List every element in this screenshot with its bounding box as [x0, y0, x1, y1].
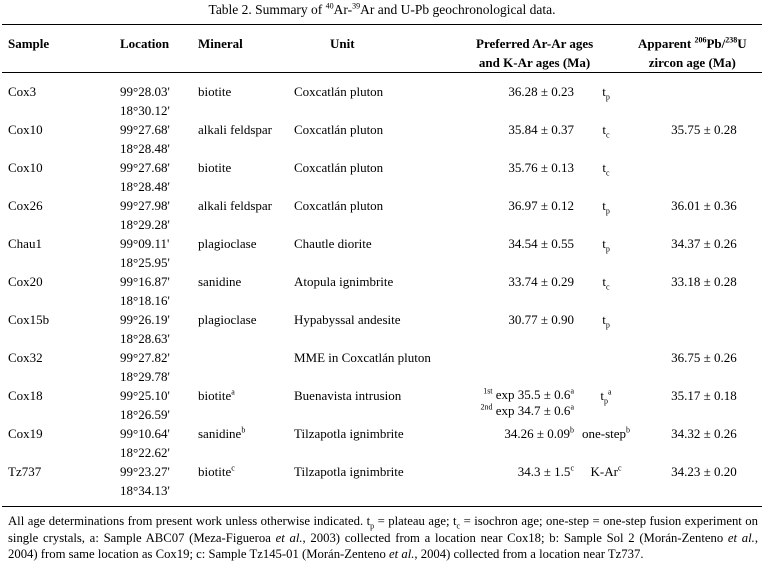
table-row — [0, 196, 764, 234]
cell-mineral: alkali feldspar — [198, 198, 272, 213]
cell-unit: MME in Coxcatlán pluton — [294, 350, 431, 365]
cell-mineral: alkali feldspar — [198, 122, 272, 137]
cell-sample: Chau1 — [8, 236, 42, 251]
cell-mineral: plagioclase — [198, 312, 257, 327]
cell-mineral: sanidine$^b$ — [198, 425, 246, 441]
cell-arar-age: 34.26 ± 0.09$^b$ — [504, 425, 574, 441]
cell-unit: Hypabyssal andesite — [294, 312, 401, 327]
cell-zircon-age: 35.17 ± 0.18 — [671, 388, 737, 403]
cell-location: 99°25.10' 18°26.59' — [120, 388, 170, 422]
cell-arar-age: 35.84 ± 0.37 — [508, 122, 574, 137]
cell-zircon-age: 34.32 ± 0.26 — [671, 426, 737, 441]
header-rule — [2, 72, 762, 73]
table-row — [0, 462, 764, 500]
cell-location: 99°27.68' 18°28.48' — [120, 122, 170, 156]
cell-location: 99°16.87' 18°18.16' — [120, 274, 170, 308]
table-row — [0, 424, 764, 462]
cell-mineral: biotite$^c$ — [198, 463, 235, 479]
cell-sample: Cox19 — [8, 426, 43, 441]
table-row — [0, 272, 764, 310]
cell-age-type: $t_p$ — [602, 198, 610, 216]
cell-arar-age: 35.76 ± 0.13 — [508, 160, 574, 175]
cell-arar-age: 30.77 ± 0.90 — [508, 312, 574, 327]
cell-arar-age: 34.3 ± 1.5$^c$ — [517, 463, 574, 479]
cell-zircon-age: 36.75 ± 0.26 — [671, 350, 737, 365]
cell-sample: Cox32 — [8, 350, 43, 365]
cell-sample: Cox10 — [8, 160, 43, 175]
table-footnote: All age determinations from present work unless otherwise indicated. $t_p$ = plateau age; $t_c$ = isochron age; one-step = one-step fusion experiment on single crystals, a: Sample ABC07 (Meza-Figueroa et al., 2003) collected from a location near Cox18; b: Sample Sol 2 (Morán-Zenteno et al., 2004) from same location as Cox19; c: Sample Tz145-01 (Morán-Zenteno et al., 2004) collected from a location near Tz737. — [8, 514, 758, 561]
cell-unit: Buenavista intrusion — [294, 388, 402, 403]
table-row — [0, 310, 764, 348]
cell-location: 99°09.11' 18°25.95' — [120, 236, 170, 270]
cell-age-type: K-Ar$^c$ — [590, 463, 622, 479]
header-unit: Unit — [330, 36, 355, 51]
cell-sample: Cox20 — [8, 274, 43, 289]
cell-mineral: biotite$^a$ — [198, 387, 235, 403]
table-row — [0, 348, 764, 386]
cell-unit: Chautle diorite — [294, 236, 372, 251]
cell-age-type: $t_p$ — [602, 312, 610, 330]
cell-age-type: $t_c$ — [602, 160, 610, 178]
table-caption: Table 2. Summary of $^{40}$Ar-$^{39}$Ar and U-Pb geochronological data. — [208, 1, 556, 17]
cell-unit: Coxcatlán pluton — [294, 198, 384, 213]
cell-zircon-age: 33.18 ± 0.28 — [671, 274, 737, 289]
cell-age-type: $t_c$ — [602, 274, 610, 292]
table-row — [0, 234, 764, 272]
cell-mineral: biotite — [198, 84, 232, 99]
header-sample: Sample — [8, 36, 50, 51]
header-zircon-age: Apparent $^{206}$Pb/$^{238}$U zircon age (Ma) — [638, 35, 747, 70]
table-row — [0, 158, 764, 196]
cell-unit: Coxcatlán pluton — [294, 84, 384, 99]
cell-age-type: one-step$^b$ — [581, 425, 631, 441]
cell-unit: Coxcatlán pluton — [294, 122, 384, 137]
cell-arar-age: 33.74 ± 0.29 — [508, 274, 574, 289]
cell-age-type: $t_c$ — [602, 122, 610, 140]
cell-sample: Cox15b — [8, 312, 50, 327]
cell-unit: Atopula ignimbrite — [294, 274, 394, 289]
cell-zircon-age: 34.37 ± 0.26 — [671, 236, 737, 251]
cell-arar-age: 34.54 ± 0.55 — [508, 236, 574, 251]
cell-mineral: sanidine — [198, 274, 242, 289]
cell-arar-age: 36.97 ± 0.12 — [508, 198, 574, 213]
cell-age-type: $t_p$ — [602, 84, 610, 102]
cell-sample: Cox3 — [8, 84, 37, 99]
cell-unit: Coxcatlán pluton — [294, 160, 384, 175]
table-row — [0, 386, 764, 424]
cell-sample: Cox10 — [8, 122, 43, 137]
cell-unit: Tilzapotla ignimbrite — [294, 464, 404, 479]
header-arar-ages: Preferred Ar-Ar ages and K-Ar ages (Ma) — [476, 36, 594, 70]
cell-age-type: $t_p$ — [602, 236, 610, 254]
cell-sample: Cox18 — [8, 388, 43, 403]
cell-location: 99°23.27' 18°34.13' — [120, 464, 170, 498]
cell-location: 99°27.98' 18°29.28' — [120, 198, 170, 232]
cell-location: 99°27.68' 18°28.48' — [120, 160, 170, 194]
bottom-rule — [2, 506, 762, 507]
cell-location: 99°10.64' 18°22.62' — [120, 426, 170, 460]
cell-arar-age: $^{1st}$ exp 35.5 ± 0.6$^a$ $^{2nd}$ exp 34.7 ± 0.6$^a$ — [480, 386, 574, 418]
cell-sample: Tz737 — [8, 464, 42, 479]
cell-mineral: biotite — [198, 160, 232, 175]
table-header — [0, 32, 764, 70]
cell-zircon-age: 35.75 ± 0.28 — [671, 122, 737, 137]
top-rule — [2, 24, 762, 25]
cell-location: 99°27.82' 18°29.78' — [120, 350, 170, 384]
cell-unit: Tilzapotla ignimbrite — [294, 426, 404, 441]
table-row — [0, 82, 764, 120]
cell-zircon-age: 36.01 ± 0.36 — [671, 198, 737, 213]
cell-sample: Cox26 — [8, 198, 43, 213]
table-row — [0, 120, 764, 158]
cell-arar-age: 36.28 ± 0.23 — [508, 84, 574, 99]
cell-zircon-age: 34.23 ± 0.20 — [671, 464, 737, 479]
cell-location: 99°26.19' 18°28.63' — [120, 312, 170, 346]
cell-location: 99°28.03' 18°30.12' — [120, 84, 170, 118]
cell-mineral: plagioclase — [198, 236, 257, 251]
cell-age-type: $t_p^a$ — [600, 387, 612, 406]
header-location: Location — [120, 36, 170, 51]
header-mineral: Mineral — [198, 36, 243, 51]
